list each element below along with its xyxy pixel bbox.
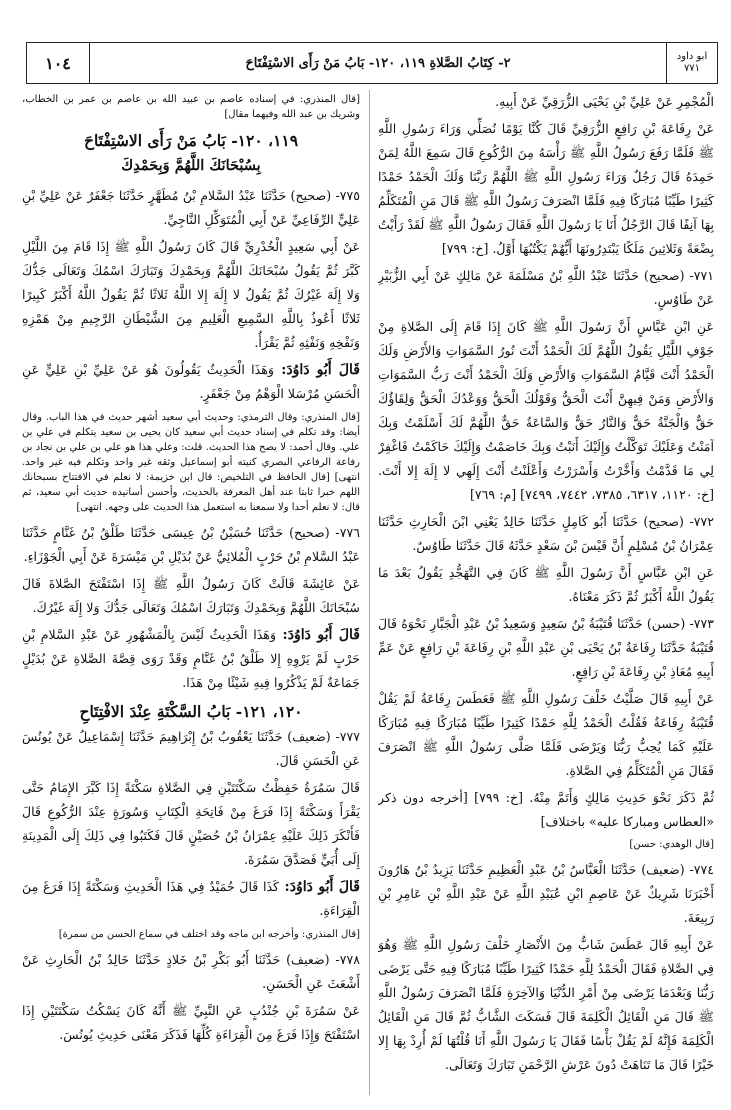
footnote: [قال المنذري: وأخرجه ابن ماجه وقد اختلف في سماع الحسن من سمرة]: [58, 929, 360, 940]
text-paragraph: قَالَ سَمُرَةُ حَفِظْتُ سَكْتَتَيْنِ فِي الصَّلاةِ سَكْتَةً إِذَا كَبَّرَ الإِمَامُ حَتَّى يَقْرَأَ وَسَكْتَةً إِذَا فَرَغَ مِنْ فَاتِحَةِ الْكِتَابِ وَسُورَةٍ عِنْدَ الرُّكُوعِ قَالَ فَأَنْكَرَ ذَلِكَ عَلَيْهِ عِمْرَانُ بْنُ حُصَيْنٍ قَالَ فَكَتَبُوا فِي ذَلِكَ إِلَى الْمَدِينَةِ إِلَى أُبَيٍّ فَصَدَّقَ سَمُرَةَ.: [22, 780, 360, 867]
column-divider: [369, 90, 370, 1095]
text-paragraph: الْمُجْمِرِ عَنْ عَلِيِّ بْنِ يَحْيَى الزُّرَقِيِّ عَنْ أَبِيهِ.: [495, 94, 714, 109]
text-paragraph: عَنْ عَائِشَةَ قَالَتْ كَانَ رَسُولُ اللَّهِ ﷺ إِذَا اسْتَفْتَحَ الصَّلاةَ قَالَ سُبْحَانَكَ اللَّهُمَّ وَبِحَمْدِكَ وَتَبَارَكَ اسْمُكَ وَتَعَالَى جَدُّكَ وَلا إِلَهَ غَيْرُكَ.: [22, 576, 360, 615]
right-column: [378, 90, 714, 1100]
footnote: [قال المنذري: في إسناده عاصم بن عبيد الله بن عاصم بن عمر بن الخطاب، وشريك بن عبد الله وفيهما مقال]: [22, 94, 360, 120]
comment-label: قَالَ أَبُو دَاوُدَ:: [274, 362, 360, 378]
text-paragraph: عَنْ أَبِي سَعِيدٍ الْخُدْرِيِّ قَالَ كَانَ رَسُولُ اللَّهِ ﷺ إِذَا قَامَ مِنَ اللَّيْلِ كَبَّرَ ثُمَّ يَقُولُ سُبْحَانَكَ اللَّهُمَّ وَبِحَمْدِكَ وَتَبَارَكَ اسْمُكَ وَتَعَالَى جَدُّكَ وَلا إِلَهَ غَيْرُكَ ثُمَّ يَقُولُ لا إِلَهَ إِلا اللَّهُ ثَلاثًا ثُمَّ يَقُولُ اللَّهُ أَكْبَرُ كَبِيرًا ثَلاثًا أَعُوذُ بِاللَّهِ السَّمِيعِ الْعَلِيمِ مِنَ الشَّيْطَانِ الرَّجِيمِ مِنْ هَمْزِهِ وَنَفْخِهِ وَنَفْثِهِ ثُمَّ يَقْرَأُ.: [22, 239, 360, 350]
abu-dawud-comment: [22, 358, 360, 406]
source-number: ٧٧١: [683, 63, 701, 74]
running-title: ٢- كِتَابُ الصَّلاةِ ١١٩، ١٢٠- بَابُ مَنْ رَأَى الاسْتِفْتَاحَ: [89, 43, 666, 83]
text-paragraph: عَنْ أَبِيهِ قَالَ عَطَسَ شَابٌّ مِنَ الأَنْصَارِ خَلْفَ رَسُولِ اللَّهِ ﷺ وَهُوَ فِي الصَّلاةِ فَقَالَ الْحَمْدُ لِلَّهِ حَمْدًا كَثِيرًا طَيِّبًا مُبَارَكًا فِيهِ حَتَّى يَرْضَى رَبُّنَا وَبَعْدَمَا يَرْضَى مِنْ أَمْرِ الدُّنْيَا وَالآخِرَةِ فَلَمَّا انْصَرَفَ رَسُولُ اللَّهِ ﷺ قَالَ مَنِ الْقَائِلُ الْكَلِمَةَ قَالَ فَسَكَتَ الشَّابُّ ثُمَّ قَالَ مَنِ الْقَائِلُ الْكَلِمَةَ فَإِنَّهُ لَمْ يَقُلْ بَأْسًا فَقَالَ يَا رَسُولَ اللَّهِ أَنَا قُلْتُهَا لَمْ أُرِدْ بِهَا إِلا خَيْرًا قَالَ مَا تَنَاهَتْ دُونَ عَرْشِ الرَّحْمَنِ تَبَارَكَ وَتَعَالَى.: [378, 937, 714, 1072]
text-paragraph: ٧٧٦- (صحيح) حَدَّثَنَا حُسَيْنُ بْنُ عِيسَى حَدَّثَنَا طَلْقُ بْنُ غَنَّامٍ حَدَّثَنَا عَبْدُ السَّلامِ بْنُ حَرْبٍ الْمُلائِيُّ عَنْ بُدَيْلِ بْنِ مَيْسَرَةَ عَنْ أَبِي الْجَوْزَاءِ.: [22, 525, 360, 564]
text-paragraph: ٧٧٧- (ضعيف) حَدَّثَنَا يَعْقُوبُ بْنُ إِبْرَاهِيمَ حَدَّثَنَا إِسْمَاعِيلُ عَنْ يُونُسَ عَنِ الْحَسَنِ قَالَ.: [22, 729, 360, 768]
left-column: [22, 90, 360, 1100]
source-reference: [666, 43, 717, 83]
text-paragraph: عَنْ سَمُرَةَ بْنِ جُنْدُبٍ عَنِ النَّبِيِّ ﷺ أَنَّهُ كَانَ يَسْكُتُ سَكْتَتَيْنِ إِذَا اسْتَفْتَحَ وَإِذَا فَرَغَ مِنَ الْقِرَاءَةِ كُلِّهَا فَذَكَرَ مَعْنَى حَدِيثِ يُونُسَ.: [22, 1003, 360, 1042]
text-paragraph: ٧٧٣- (حسن) حَدَّثَنَا قُتَيْبَةُ بْنُ سَعِيدٍ وَسَعِيدُ بْنُ عَبْدِ الْجَبَّارِ نَحْوَهُ قَالَ قُتَيْبَةُ حَدَّثَنَا رِفَاعَةُ بْنُ يَحْيَى بْنِ عَبْدِ اللَّهِ بْنِ رِفَاعَةَ بْنِ رَافِعٍ عَنْ عَمِّ أَبِيهِ مُعَاذِ بْنِ رِفَاعَةَ بْنِ رَافِعٍ.: [378, 616, 714, 679]
text-paragraph: عَنِ ابْنِ عَبَّاسٍ أَنَّ رَسُولَ اللَّهِ ﷺ كَانَ إِذَا قَامَ إِلَى الصَّلاةِ مِنْ جَوْفِ اللَّيْلِ يَقُولُ اللَّهُمَّ لَكَ الْحَمْدُ أَنْتَ نُورُ السَّمَوَاتِ وَالأَرْضِ وَلَكَ الْحَمْدُ أَنْتَ قَيَّامُ السَّمَوَاتِ وَالأَرْضِ وَلَكَ الْحَمْدُ أَنْتَ رَبُّ السَّمَوَاتِ وَالأَرْضِ وَمَنْ فِيهِنَّ أَنْتَ الْحَقُّ وَقَوْلُكَ الْحَقُّ وَوَعْدُكَ الْحَقُّ وَلِقَاؤُكَ حَقٌّ وَالْجَنَّةُ حَقٌّ وَالنَّارُ حَقٌّ وَالسَّاعَةُ حَقٌّ اللَّهُمَّ لَكَ أَسْلَمْتُ وَبِكَ آمَنْتُ وَعَلَيْكَ تَوَكَّلْتُ وَإِلَيْكَ أَنَبْتُ وَبِكَ خَاصَمْتُ وَإِلَيْكَ حَاكَمْتُ فَاغْفِرْ لِي مَا قَدَّمْتُ وَأَخَّرْتُ وَأَسْرَرْتُ وَأَعْلَنْتُ أَنْتَ إِلَهِي لا إِلَهَ إِلا أَنْتَ. [خ: ١١٢٠، ٦٣١٧، ٧٣٨٥، ٧٤٤٢، ٧٤٩٩] [م: ٧٦٩]: [378, 319, 714, 502]
abu-dawud-comment: [22, 875, 360, 923]
page-number: ١٠٤: [45, 53, 71, 73]
chapter-heading: ١٢٠، ١٢١- بَابُ السَّكْتَةِ عِنْدَ الافْتِتَاحِ: [79, 702, 303, 721]
text-paragraph: ٧٧٢- (صحيح) حَدَّثَنَا أَبُو كَامِلٍ حَدَّثَنَا خَالِدٌ يَعْنِي ابْنَ الْحَارِثِ حَدَّثَنَا عِمْرَانُ بْنُ مُسْلِمٍ أَنَّ قَيْسَ بْنَ سَعْدٍ حَدَّثَهُ قَالَ حَدَّثَنَا طَاوُسٌ.: [378, 514, 714, 553]
comment-label: قَالَ أَبُو دَاوُدَ:: [276, 627, 360, 643]
footnote: [قال المنذري: وقال الترمذي: وحديث أبي سعيد أشهر حديث في هذا الباب. وقال أيضا: وقد تكلم في إسناد حديث أبي سعيد كان يحيى بن سعيد يتكلم في علي بن علي. وقال أحمد: لا يصح هذا الحديث. قلت: وعلي هذا هو علي بن علي بن نجاد بن رفاعة الرفاعي البصري كنيته أبو إسماعيل وثقه غير واحد وتكلم فيه غير واحد. انتهى] [قال الحافظ في التلخيص: قال ابن خزيمة: لا نعلم في الافتتاح بسبحانك اللهم خبرا ثابتا عند أهل المعرفة بالحديث، وأحسن أسانيده حديث أبي سعيد، ثم قال: لا نعلم أحدا ولا سمعنا به استعمل هذا الحديث على وجهه. انتهى]: [22, 412, 360, 513]
chapter-subheading: بِسُبْحَانَكَ اللَّهُمَّ وَبِحَمْدِكَ: [121, 157, 261, 174]
text-paragraph: ٧٧٥- (صحيح) حَدَّثَنَا عَبْدُ السَّلامِ بْنُ مُطَهَّرٍ حَدَّثَنَا جَعْفَرٌ عَنْ عَلِيِّ بْنِ عَلِيٍّ الرِّفَاعِيِّ عَنْ أَبِي الْمُتَوَكِّلِ النَّاجِيِّ.: [22, 188, 360, 227]
text-paragraph: ٧٧٤- (ضعيف) حَدَّثَنَا الْعَبَّاسُ بْنُ عَبْدِ الْعَظِيمِ حَدَّثَنَا يَزِيدُ بْنُ هَارُونَ أَخْبَرَنَا شَرِيكٌ عَنْ عَاصِمِ ابْنِ عُبَيْدِ اللَّهِ عَنْ عَبْدِ اللَّهِ بْنِ عَامِرِ بْنِ رَبِيعَةَ.: [378, 862, 714, 925]
text-paragraph: ثُمَّ ذَكَرَ نَحْوَ حَدِيثِ مَالِكٍ وَأَتَمَّ مِنْهُ. [خ: ٧٩٩] [أخرجه دون ذكر «العطاس ومباركا عليه» باختلاف]: [378, 790, 714, 829]
text-paragraph: عَنِ ابْنِ عَبَّاسٍ أَنَّ رَسُولَ اللَّهِ ﷺ كَانَ فِي التَّهَجُّدِ يَقُولُ بَعْدَ مَا يَقُولُ اللَّهُ أَكْبَرُ ثُمَّ ذَكَرَ مَعْنَاهُ.: [378, 565, 714, 604]
text-paragraph: عَنْ أَبِيهِ قَالَ صَلَّيْتُ خَلْفَ رَسُولِ اللَّهِ ﷺ فَعَطَسَ رِفَاعَةُ لَمْ يَقُلْ قُتَيْبَةُ رِفَاعَةُ فَقُلْتُ الْحَمْدُ لِلَّهِ حَمْدًا كَثِيرًا طَيِّبًا مُبَارَكًا فِيهِ مُبَارَكًا عَلَيْهِ كَمَا يُحِبُّ رَبُّنَا وَيَرْضَى فَلَمَّا صَلَّى رَسُولُ اللَّهِ ﷺ انْصَرَفَ فَقَالَ مَنِ الْمُتَكَلِّمُ فِي الصَّلاةِ.: [378, 691, 714, 778]
comment-text: كَذَا قَالَ حُمَيْدٌ فِي هَذَا الْحَدِيثِ وَسَكْتَةً إِذَا فَرَغَ مِنَ الْقِرَاءَةِ.: [22, 879, 360, 918]
text-paragraph: عَنْ رِفَاعَةَ بْنِ رَافِعٍ الزُّرَقِيِّ قَالَ كُنَّا يَوْمًا نُصَلِّي وَرَاءَ رَسُولِ اللَّهِ ﷺ فَلَمَّا رَفَعَ رَسُولُ اللَّهِ ﷺ رَأْسَهُ مِنَ الرُّكُوعِ قَالَ سَمِعَ اللَّهُ لِمَنْ حَمِدَهُ قَالَ رَجُلٌ وَرَاءَ رَسُولِ اللَّهِ ﷺ اللَّهُمَّ رَبَّنَا وَلَكَ الْحَمْدُ حَمْدًا كَثِيرًا طَيِّبًا مُبَارَكًا فِيهِ فَلَمَّا انْصَرَفَ رَسُولُ اللَّهِ ﷺ قَالَ مَنِ الْمُتَكَلِّمُ بِهَا آنِفًا قَالَ الرَّجُلُ أَنَا يَا رَسُولَ اللَّهِ فَقَالَ رَسُولُ اللَّهِ ﷺ لَقَدْ رَأَيْتُ بِضْعَةً وَثَلاثِينَ مَلَكًا يَبْتَدِرُونَهَا أَيُّهُمْ يَكْتُبُهَا أَوَّلُ. [خ: ٧٩٩]: [378, 121, 714, 256]
text-paragraph: ٧٧٨- (ضعيف) حَدَّثَنَا أَبُو بَكْرِ بْنُ خَلادٍ حَدَّثَنَا خَالِدُ بْنُ الْحَارِثِ عَنْ أَشْعَثَ عَنِ الْحَسَنِ.: [22, 952, 360, 991]
chapter-heading: ١١٩، ١٢٠- بَابُ مَنْ رَأَى الاسْتِفْتَاحَ: [83, 131, 299, 150]
comment-label: قَالَ أَبُو دَاوُدَ:: [279, 879, 360, 895]
footnote: [قال الوهدي: حسن]: [629, 839, 714, 850]
page-header: [26, 42, 718, 84]
text-paragraph: ٧٧١- (صحيح) حَدَّثَنَا عَبْدُ اللَّهِ بْنُ مَسْلَمَةَ عَنْ مَالِكٍ عَنْ أَبِي الزُّبَيْرِ عَنْ طَاوُسٍ.: [378, 268, 714, 307]
source-name: ابو داود: [676, 51, 708, 62]
comment-text: وَهَذَا الْحَدِيثُ لَيْسَ بِالْمَشْهُورِ عَنْ عَبْدِ السَّلامِ بْنِ حَرْبٍ لَمْ يَرْوِهِ إِلا طَلْقُ بْنُ غَنَّامٍ وَقَدْ رَوَى قِصَّةَ الصَّلاةِ عَنْ بُدَيْلٍ جَمَاعَةٌ لَمْ يَذْكُرُوا فِيهِ شَيْئًا مِنْ هَذَا.: [22, 627, 360, 690]
comment-text: وَهَذَا الْحَدِيثُ يَقُولُونَ هُوَ عَنْ عَلِيِّ بْنِ عَلِيٍّ عَنِ الْحَسَنِ مُرْسَلا الْوَهْمُ مِنْ جَعْفَرٍ.: [22, 362, 360, 401]
abu-dawud-comment: [22, 623, 360, 695]
